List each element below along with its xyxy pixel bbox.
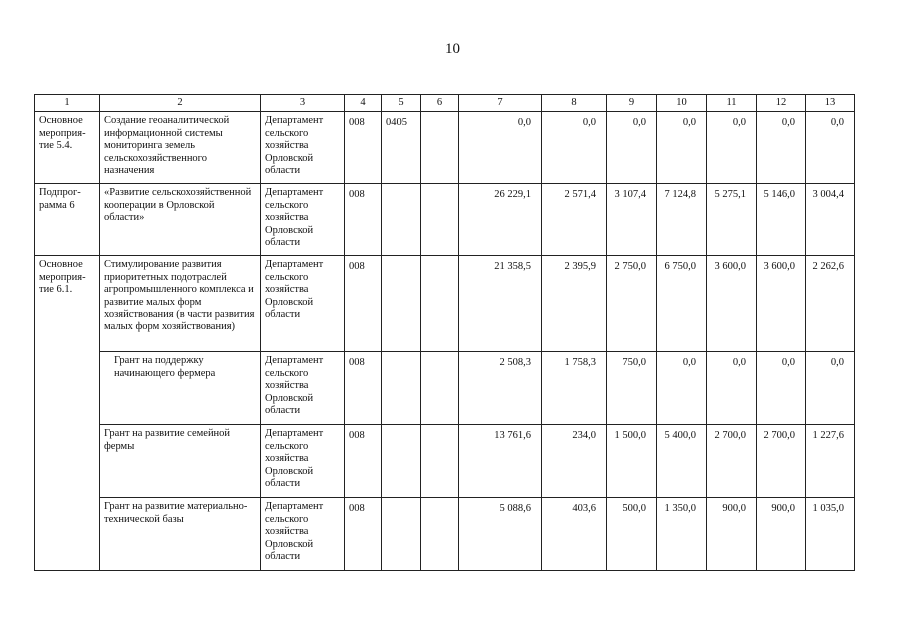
- value-cell: 0,0: [806, 352, 855, 425]
- header-cell: 3: [261, 95, 345, 112]
- value-cell: 1 500,0: [607, 425, 657, 498]
- row-title: Создание геоаналитической информационной системы мониторинга земель сельскохозяйственного назначения: [100, 112, 261, 184]
- code-csr: [421, 184, 459, 256]
- value-cell: 3 107,4: [607, 184, 657, 256]
- table-row: [35, 112, 855, 184]
- header-cell: 1: [35, 95, 100, 112]
- header-cell: 7: [459, 95, 542, 112]
- header-cell: 9: [607, 95, 657, 112]
- table-row: [35, 184, 855, 256]
- value-cell: 3 600,0: [757, 256, 806, 352]
- program-table: [34, 94, 855, 571]
- code-rzpr: [382, 352, 421, 425]
- code-rzpr: [382, 498, 421, 571]
- code-grbs: 008: [345, 498, 382, 571]
- header-cell: 6: [421, 95, 459, 112]
- row-executor: Департамент сельского хозяйства Орловской области: [261, 184, 345, 256]
- header-cell: 2: [100, 95, 261, 112]
- row-title: Грант на развитие материально-технической базы: [100, 498, 261, 571]
- value-cell: 500,0: [607, 498, 657, 571]
- table-row: [35, 256, 855, 352]
- table-row: [35, 352, 855, 425]
- header-cell: 10: [657, 95, 707, 112]
- code-grbs: 008: [345, 352, 382, 425]
- code-rzpr: [382, 425, 421, 498]
- code-rzpr: [382, 184, 421, 256]
- value-cell: 3 004,4: [806, 184, 855, 256]
- code-csr: [421, 425, 459, 498]
- row-title: Грант на развитие семейной фермы: [100, 425, 261, 498]
- value-cell: 403,6: [542, 498, 607, 571]
- code-csr: [421, 256, 459, 352]
- value-cell: 900,0: [757, 498, 806, 571]
- table-row: [35, 498, 855, 571]
- value-cell: 2 750,0: [607, 256, 657, 352]
- row-type: [35, 352, 100, 425]
- value-cell: 0,0: [707, 112, 757, 184]
- code-grbs: 008: [345, 425, 382, 498]
- row-executor: Департамент сельского хозяйства Орловской области: [261, 352, 345, 425]
- code-csr: [421, 352, 459, 425]
- header-row: [35, 95, 855, 112]
- value-cell: 0,0: [657, 112, 707, 184]
- value-cell: 2 700,0: [757, 425, 806, 498]
- value-cell: 3 600,0: [707, 256, 757, 352]
- header-cell: 5: [382, 95, 421, 112]
- code-csr: [421, 498, 459, 571]
- code-rzpr: [382, 256, 421, 352]
- header-cell: 8: [542, 95, 607, 112]
- row-type: Основное мероприя-тие 6.1.: [35, 256, 100, 352]
- code-csr: [421, 112, 459, 184]
- value-cell: 21 358,5: [459, 256, 542, 352]
- header-cell: 11: [707, 95, 757, 112]
- row-title: Стимулирование развития приоритетных подотраслей агропромышленного комплекса и развитие малых форм хозяйствования (в части развития малых форм хозяйствования): [100, 256, 261, 352]
- value-cell: 0,0: [757, 112, 806, 184]
- value-cell: 6 750,0: [657, 256, 707, 352]
- row-type: [35, 498, 100, 571]
- value-cell: 2 700,0: [707, 425, 757, 498]
- value-cell: 26 229,1: [459, 184, 542, 256]
- value-cell: 234,0: [542, 425, 607, 498]
- header-cell: 13: [806, 95, 855, 112]
- page-number: 10: [445, 41, 460, 57]
- value-cell: 0,0: [806, 112, 855, 184]
- value-cell: 0,0: [607, 112, 657, 184]
- value-cell: 1 350,0: [657, 498, 707, 571]
- value-cell: 5 400,0: [657, 425, 707, 498]
- code-grbs: 008: [345, 256, 382, 352]
- value-cell: 2 508,3: [459, 352, 542, 425]
- value-cell: 0,0: [542, 112, 607, 184]
- row-executor: Департамент сельского хозяйства Орловской области: [261, 498, 345, 571]
- value-cell: 2 395,9: [542, 256, 607, 352]
- value-cell: 5 146,0: [757, 184, 806, 256]
- code-grbs: 008: [345, 184, 382, 256]
- row-title: «Развитие сельскохозяйственной кооперации в Орловской области»: [100, 184, 261, 256]
- header-cell: 4: [345, 95, 382, 112]
- value-cell: 5 088,6: [459, 498, 542, 571]
- row-type: [35, 425, 100, 498]
- value-cell: 0,0: [707, 352, 757, 425]
- value-cell: 7 124,8: [657, 184, 707, 256]
- value-cell: 1 035,0: [806, 498, 855, 571]
- row-executor: Департамент сельского хозяйства Орловской области: [261, 112, 345, 184]
- row-title: Грант на поддержку начинающего фермера: [100, 352, 261, 425]
- value-cell: 1 758,3: [542, 352, 607, 425]
- header-cell: 12: [757, 95, 806, 112]
- value-cell: 5 275,1: [707, 184, 757, 256]
- table-row: [35, 425, 855, 498]
- value-cell: 900,0: [707, 498, 757, 571]
- value-cell: 2 571,4: [542, 184, 607, 256]
- code-grbs: 008: [345, 112, 382, 184]
- row-executor: Департамент сельского хозяйства Орловской области: [261, 425, 345, 498]
- value-cell: 1 227,6: [806, 425, 855, 498]
- code-rzpr: 0405: [382, 112, 421, 184]
- value-cell: 2 262,6: [806, 256, 855, 352]
- value-cell: 750,0: [607, 352, 657, 425]
- value-cell: 13 761,6: [459, 425, 542, 498]
- row-type: Подпрог-рамма 6: [35, 184, 100, 256]
- value-cell: 0,0: [657, 352, 707, 425]
- row-type: Основное мероприя-тие 5.4.: [35, 112, 100, 184]
- value-cell: 0,0: [757, 352, 806, 425]
- row-executor: Департамент сельского хозяйства Орловской области: [261, 256, 345, 352]
- value-cell: 0,0: [459, 112, 542, 184]
